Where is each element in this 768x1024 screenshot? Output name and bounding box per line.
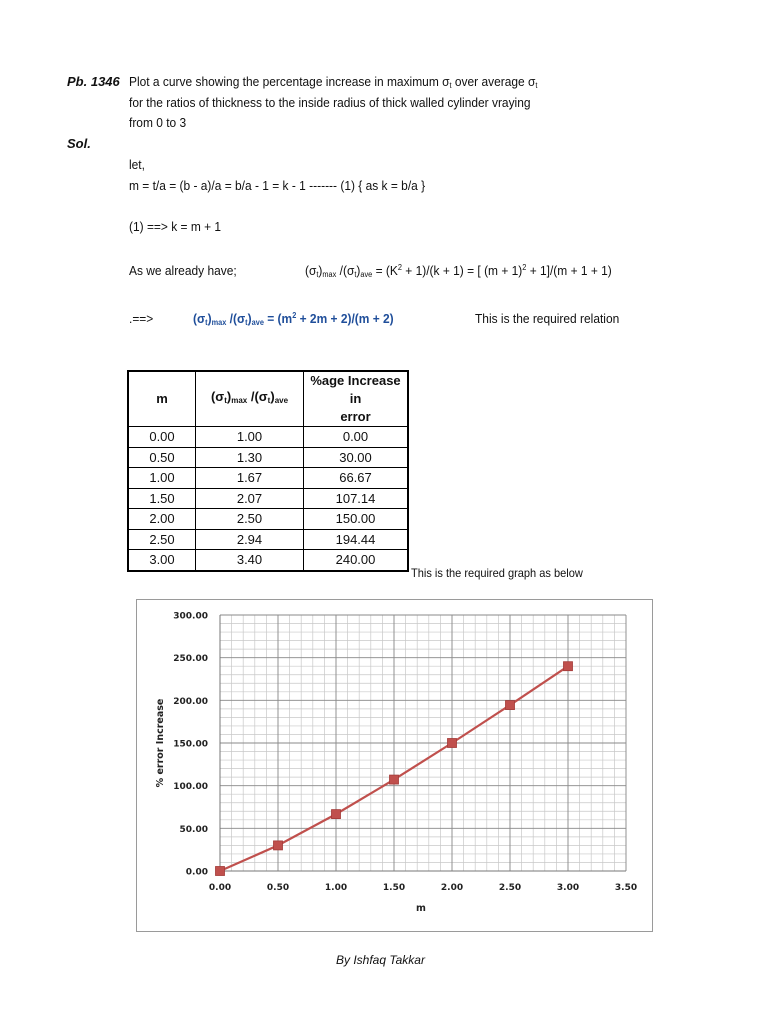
table-row xyxy=(128,509,408,530)
required-relation-note: This is the required relation xyxy=(475,311,620,326)
y-tick-label: 250.00 xyxy=(173,654,208,665)
cell-ratio: 2.94 xyxy=(196,529,304,550)
table-row xyxy=(128,488,408,509)
x-tick-label: 2.50 xyxy=(498,883,522,893)
table-row xyxy=(128,447,408,468)
cell-ratio: 1.00 xyxy=(196,427,304,448)
cell-m: 1.50 xyxy=(128,488,196,509)
cell-ratio: 2.50 xyxy=(196,509,304,530)
x-tick-label: 1.50 xyxy=(382,883,406,893)
x-tick-label: 0.00 xyxy=(208,883,232,893)
let-text: let, xyxy=(129,157,145,172)
percent-increase-chart xyxy=(136,599,653,932)
table-row xyxy=(128,427,408,448)
x-tick-label: 1.00 xyxy=(324,883,348,893)
cell-m: 1.00 xyxy=(128,468,196,489)
implies-arrow: .==> xyxy=(129,311,154,326)
data-point-marker xyxy=(564,662,573,671)
x-axis-label: m xyxy=(416,903,426,914)
x-tick-label: 2.00 xyxy=(440,883,464,893)
problem-statement-line-3: from 0 to 3 xyxy=(129,115,187,130)
y-tick-label: 150.00 xyxy=(173,739,208,750)
x-tick-label: 3.50 xyxy=(614,883,638,893)
cell-increase: 194.44 xyxy=(304,529,409,550)
result-relation: $(\sigma_t)_{max}$ $/(\sigma_t)_{ave} = (m^2 + 2m + 2)/(m + 2)$ xyxy=(193,311,394,327)
y-tick-label: 300.00 xyxy=(173,611,208,622)
y-tick-label: 100.00 xyxy=(173,782,208,793)
cell-increase: 0.00 xyxy=(304,427,409,448)
cell-ratio: 2.07 xyxy=(196,488,304,509)
cell-m: 2.50 xyxy=(128,529,196,550)
data-point-marker xyxy=(274,841,283,850)
header-percent-increase: %age Increase in error xyxy=(304,371,409,427)
chart-major-grid xyxy=(220,615,626,871)
problem-label: Pb. 1346 xyxy=(67,74,120,89)
cell-ratio: 1.67 xyxy=(196,468,304,489)
results-table xyxy=(127,370,409,572)
y-axis-label: % error Increase xyxy=(155,698,166,788)
chart-x-ticks xyxy=(209,883,637,893)
data-point-marker xyxy=(216,867,225,876)
data-point-marker xyxy=(448,739,457,748)
y-tick-label: 0.00 xyxy=(185,867,208,878)
data-point-marker xyxy=(390,775,399,784)
data-point-marker xyxy=(332,810,341,819)
stress-relation: $(\sigma_t)_{max}$ $/(\sigma_t)_{ave} = (K^2 + 1)/(k + 1)$ = [ $(m + 1)^2 + 1]/(m + 1 + 1)$ xyxy=(305,263,612,279)
table-row xyxy=(128,529,408,550)
equation-1: m = t/a = (b - a)/a = b/a - 1 = k - 1 ------- (1) { as k = b/a } xyxy=(129,178,426,193)
cell-increase: 150.00 xyxy=(304,509,409,530)
solution-label: Sol. xyxy=(67,136,91,151)
equation-2: (1) ==> k = m + 1 xyxy=(129,219,222,234)
x-tick-label: 0.50 xyxy=(266,883,290,893)
table-header-row xyxy=(128,371,408,427)
chart-y-ticks xyxy=(173,612,208,878)
y-tick-label: 200.00 xyxy=(173,696,208,707)
cell-increase: 240.00 xyxy=(304,550,409,571)
table-row xyxy=(128,550,408,571)
problem-statement-line-2: for the ratios of thickness to the inside radius of thick walled cylinder vraying xyxy=(129,95,531,110)
table-row xyxy=(128,468,408,489)
already-have-text: As we already have; xyxy=(129,263,237,278)
y-tick-label: 50.00 xyxy=(179,824,208,835)
header-stress-ratio: $(\sigma_t)_{max}$ $/(\sigma_t)_{ave}$ xyxy=(196,371,304,427)
cell-m: 3.00 xyxy=(128,550,196,571)
data-point-marker xyxy=(506,701,515,710)
x-tick-label: 3.00 xyxy=(556,883,580,893)
author-footer: By Ishfaq Takkar xyxy=(336,953,425,967)
graph-caption: This is the required graph as below xyxy=(411,566,583,580)
cell-m: 0.00 xyxy=(128,427,196,448)
cell-m: 2.00 xyxy=(128,509,196,530)
cell-increase: 107.14 xyxy=(304,488,409,509)
cell-m: 0.50 xyxy=(128,447,196,468)
cell-increase: 30.00 xyxy=(304,447,409,468)
problem-statement-line-1: Plot a curve showing the percentage increase in maximum $\sigma_t$ over average $\sigma_t$ xyxy=(129,74,538,90)
header-m: m xyxy=(128,371,196,427)
chart-canvas xyxy=(137,600,652,931)
cell-increase: 66.67 xyxy=(304,468,409,489)
cell-ratio: 1.30 xyxy=(196,447,304,468)
cell-ratio: 3.40 xyxy=(196,550,304,571)
